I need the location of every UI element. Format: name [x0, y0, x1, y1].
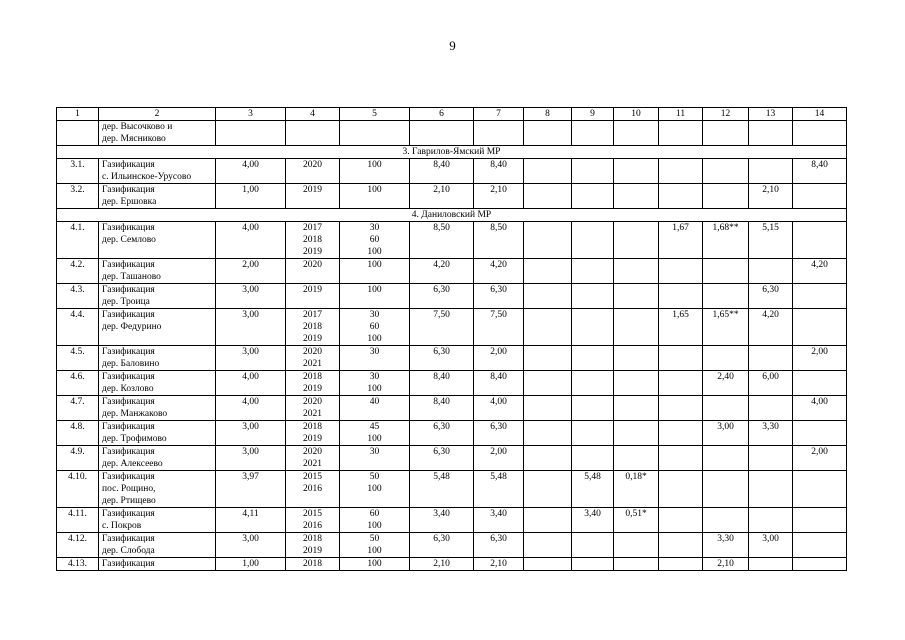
- cell-value: [614, 222, 659, 259]
- cell-value: 5,48: [410, 471, 474, 508]
- cell-value: 30: [340, 446, 410, 471]
- cell-value: [524, 184, 572, 209]
- cell-value: [793, 184, 847, 209]
- object-name: Газификация дер. Федурино: [99, 309, 216, 346]
- cell-value: [703, 159, 749, 184]
- cell-value: 8,40: [793, 159, 847, 184]
- cell-value: 3,30: [749, 421, 793, 446]
- cell-value: [524, 371, 572, 396]
- cell-value: [524, 421, 572, 446]
- cell-value: [614, 309, 659, 346]
- cell-value: [749, 508, 793, 533]
- row-number: 4.12.: [57, 533, 99, 558]
- cell-value: [572, 284, 614, 309]
- cell-value: 50 100: [340, 533, 410, 558]
- column-header: 7: [474, 108, 524, 121]
- cell-value: 2020 2021: [286, 396, 340, 421]
- cell-value: 2,10: [474, 184, 524, 209]
- section-title: 3. Гаврилов-Ямский МР: [57, 146, 847, 159]
- cell-value: [614, 533, 659, 558]
- cell-value: 2018 2019: [286, 371, 340, 396]
- cell-value: 5,15: [749, 222, 793, 259]
- table-row: [57, 371, 847, 396]
- cell-value: 4,20: [793, 259, 847, 284]
- cell-value: 2,10: [749, 184, 793, 209]
- table-row: [57, 284, 847, 309]
- cell-value: [749, 346, 793, 371]
- cell-value: 2020: [286, 259, 340, 284]
- cell-value: 6,30: [474, 421, 524, 446]
- cell-value: 3,00: [216, 533, 286, 558]
- table-row: [57, 396, 847, 421]
- table-row: [57, 184, 847, 209]
- cell-value: 45 100: [340, 421, 410, 446]
- cell-value: [524, 558, 572, 571]
- cell-value: [572, 421, 614, 446]
- cell-value: 8,50: [410, 222, 474, 259]
- cell-value: 6,30: [749, 284, 793, 309]
- cell-value: 3,00: [216, 346, 286, 371]
- cell-value: 2,00: [793, 346, 847, 371]
- table-row: [57, 508, 847, 533]
- cell-value: 1,65**: [703, 309, 749, 346]
- cell-value: 3,00: [216, 284, 286, 309]
- cell-value: 100: [340, 159, 410, 184]
- table-row: [57, 446, 847, 471]
- cell-value: [659, 121, 703, 146]
- row-number: 4.8.: [57, 421, 99, 446]
- cell-value: 2,10: [410, 558, 474, 571]
- cell-value: [614, 121, 659, 146]
- table-row: [57, 346, 847, 371]
- cell-value: 3,00: [749, 533, 793, 558]
- cell-value: 4,00: [216, 159, 286, 184]
- cell-value: 1,00: [216, 184, 286, 209]
- object-name: Газификация с. Покров: [99, 508, 216, 533]
- cell-value: 2020 2021: [286, 346, 340, 371]
- cell-value: [749, 446, 793, 471]
- cell-value: 2020 2021: [286, 446, 340, 471]
- cell-value: 50 100: [340, 471, 410, 508]
- cell-value: 3,40: [572, 508, 614, 533]
- cell-value: 8,50: [474, 222, 524, 259]
- cell-value: [572, 371, 614, 396]
- cell-value: [524, 446, 572, 471]
- cell-value: 3,97: [216, 471, 286, 508]
- cell-value: [524, 508, 572, 533]
- row-number: 4.7.: [57, 396, 99, 421]
- table-row: [57, 159, 847, 184]
- cell-value: 2018 2019: [286, 421, 340, 446]
- cell-value: 8,40: [410, 159, 474, 184]
- cell-value: 2017 2018 2019: [286, 222, 340, 259]
- cell-value: 6,30: [474, 533, 524, 558]
- object-name: Газификация дер. Баловино: [99, 346, 216, 371]
- cell-value: 6,00: [749, 371, 793, 396]
- cell-value: 2,10: [410, 184, 474, 209]
- cell-value: [703, 446, 749, 471]
- cell-value: 3,30: [703, 533, 749, 558]
- cell-value: 2,00: [216, 259, 286, 284]
- cell-value: 2,00: [474, 346, 524, 371]
- cell-value: 3,00: [216, 309, 286, 346]
- cell-value: 0,51*: [614, 508, 659, 533]
- cell-value: 2,10: [474, 558, 524, 571]
- cell-value: [659, 508, 703, 533]
- cell-value: [524, 222, 572, 259]
- cell-value: 4,20: [474, 259, 524, 284]
- table-row: [57, 471, 847, 508]
- cell-value: [524, 259, 572, 284]
- cell-value: 6,30: [410, 284, 474, 309]
- cell-value: [524, 396, 572, 421]
- cell-value: 5,48: [474, 471, 524, 508]
- object-name: дер. Высочково и дер. Мясниково: [99, 121, 216, 146]
- cell-value: [749, 471, 793, 508]
- cell-value: 2015 2016: [286, 508, 340, 533]
- object-name: Газификация дер. Трофимово: [99, 421, 216, 446]
- cell-value: 6,30: [474, 284, 524, 309]
- column-header: 1: [57, 108, 99, 121]
- cell-value: [793, 284, 847, 309]
- cell-value: 4,11: [216, 508, 286, 533]
- cell-value: [524, 346, 572, 371]
- cell-value: [524, 533, 572, 558]
- cell-value: [572, 346, 614, 371]
- row-number: 4.3.: [57, 284, 99, 309]
- cell-value: [659, 346, 703, 371]
- cell-value: [659, 159, 703, 184]
- section-title: 4. Даниловский МР: [57, 209, 847, 222]
- row-number: 3.2.: [57, 184, 99, 209]
- table-row: [57, 259, 847, 284]
- cell-value: 2019: [286, 184, 340, 209]
- object-name: Газификация с. Ильинское-Урусово: [99, 159, 216, 184]
- cell-value: 5,48: [572, 471, 614, 508]
- cell-value: 100: [340, 184, 410, 209]
- cell-value: 2018: [286, 558, 340, 571]
- page-number: 9: [449, 38, 456, 53]
- cell-value: [793, 371, 847, 396]
- cell-value: [524, 284, 572, 309]
- cell-value: 30: [340, 346, 410, 371]
- cell-value: 2,00: [474, 446, 524, 471]
- cell-value: 100: [340, 284, 410, 309]
- cell-value: 4,20: [749, 309, 793, 346]
- cell-value: 6,30: [410, 346, 474, 371]
- cell-value: [793, 222, 847, 259]
- cell-value: 2,40: [703, 371, 749, 396]
- cell-value: [749, 396, 793, 421]
- row-number: 4.11.: [57, 508, 99, 533]
- cell-value: 100: [340, 259, 410, 284]
- cell-value: 30 60 100: [340, 222, 410, 259]
- column-header: 11: [659, 108, 703, 121]
- cell-value: [749, 159, 793, 184]
- cell-value: [659, 284, 703, 309]
- table-row: [57, 533, 847, 558]
- table-row: [57, 558, 847, 571]
- cell-value: [286, 121, 340, 146]
- cell-value: [659, 533, 703, 558]
- cell-value: 1,68**: [703, 222, 749, 259]
- section-row: [57, 146, 847, 159]
- cell-value: 100: [340, 558, 410, 571]
- cell-value: [572, 446, 614, 471]
- cell-value: 8,40: [410, 371, 474, 396]
- table-row: [57, 121, 847, 146]
- column-header: 3: [216, 108, 286, 121]
- row-number: 4.9.: [57, 446, 99, 471]
- row-number: 4.1.: [57, 222, 99, 259]
- cell-value: [614, 558, 659, 571]
- table-row: [57, 222, 847, 259]
- cell-value: [703, 121, 749, 146]
- table-row: [57, 421, 847, 446]
- cell-value: 8,40: [474, 371, 524, 396]
- row-number: 4.10.: [57, 471, 99, 508]
- cell-value: [793, 508, 847, 533]
- object-name: Газификация: [99, 558, 216, 571]
- cell-value: 2020: [286, 159, 340, 184]
- cell-value: 1,00: [216, 558, 286, 571]
- column-header: 14: [793, 108, 847, 121]
- cell-value: 8,40: [474, 159, 524, 184]
- cell-value: [614, 259, 659, 284]
- cell-value: [749, 259, 793, 284]
- cell-value: [572, 309, 614, 346]
- column-header: 4: [286, 108, 340, 121]
- cell-value: [614, 284, 659, 309]
- cell-value: 4,00: [216, 371, 286, 396]
- row-number: [57, 121, 99, 146]
- column-header: 12: [703, 108, 749, 121]
- cell-value: 6,30: [410, 533, 474, 558]
- cell-value: 60 100: [340, 508, 410, 533]
- cell-value: [572, 184, 614, 209]
- cell-value: 1,65: [659, 309, 703, 346]
- cell-value: [572, 121, 614, 146]
- table-row: [57, 309, 847, 346]
- cell-value: [410, 121, 474, 146]
- cell-value: 2015 2016: [286, 471, 340, 508]
- cell-value: [703, 259, 749, 284]
- object-name: Газификация пос. Рощино, дер. Ртищево: [99, 471, 216, 508]
- cell-value: [659, 371, 703, 396]
- cell-value: 4,00: [216, 222, 286, 259]
- cell-value: [793, 421, 847, 446]
- investment-table: [56, 107, 847, 571]
- cell-value: 4,00: [216, 396, 286, 421]
- cell-value: [793, 533, 847, 558]
- cell-value: [474, 121, 524, 146]
- row-number: 4.2.: [57, 259, 99, 284]
- header-row: [57, 108, 847, 121]
- cell-value: 2019: [286, 284, 340, 309]
- object-name: Газификация дер. Манжаково: [99, 396, 216, 421]
- cell-value: 3,40: [410, 508, 474, 533]
- cell-value: [659, 558, 703, 571]
- cell-value: 7,50: [410, 309, 474, 346]
- column-header: 13: [749, 108, 793, 121]
- cell-value: [703, 346, 749, 371]
- cell-value: 2,00: [793, 446, 847, 471]
- cell-value: [572, 558, 614, 571]
- cell-value: [524, 471, 572, 508]
- cell-value: [703, 508, 749, 533]
- cell-value: [703, 471, 749, 508]
- cell-value: [793, 309, 847, 346]
- cell-value: 8,40: [410, 396, 474, 421]
- cell-value: 6,30: [410, 446, 474, 471]
- cell-value: [614, 371, 659, 396]
- row-number: 4.4.: [57, 309, 99, 346]
- section-row: [57, 209, 847, 222]
- cell-value: [703, 284, 749, 309]
- cell-value: [614, 159, 659, 184]
- cell-value: [659, 259, 703, 284]
- cell-value: [572, 259, 614, 284]
- column-header: 9: [572, 108, 614, 121]
- object-name: Газификация дер. Троица: [99, 284, 216, 309]
- cell-value: 3,00: [216, 446, 286, 471]
- cell-value: [659, 184, 703, 209]
- cell-value: 1,67: [659, 222, 703, 259]
- object-name: Газификация дер. Ершовка: [99, 184, 216, 209]
- column-header: 6: [410, 108, 474, 121]
- cell-value: [749, 558, 793, 571]
- cell-value: [572, 533, 614, 558]
- object-name: Газификация дер. Ташаново: [99, 259, 216, 284]
- cell-value: 7,50: [474, 309, 524, 346]
- cell-value: 40: [340, 396, 410, 421]
- cell-value: [659, 446, 703, 471]
- cell-value: [703, 184, 749, 209]
- cell-value: [340, 121, 410, 146]
- cell-value: [524, 121, 572, 146]
- cell-value: 4,20: [410, 259, 474, 284]
- cell-value: 3,00: [216, 421, 286, 446]
- cell-value: [614, 396, 659, 421]
- cell-value: [524, 309, 572, 346]
- cell-value: [572, 159, 614, 184]
- column-header: 8: [524, 108, 572, 121]
- object-name: Газификация дер. Слобода: [99, 533, 216, 558]
- cell-value: [614, 421, 659, 446]
- cell-value: [572, 222, 614, 259]
- row-number: 4.13.: [57, 558, 99, 571]
- cell-value: 2017 2018 2019: [286, 309, 340, 346]
- cell-value: 4,00: [793, 396, 847, 421]
- cell-value: 3,00: [703, 421, 749, 446]
- cell-value: 30 60 100: [340, 309, 410, 346]
- cell-value: [614, 346, 659, 371]
- row-number: 3.1.: [57, 159, 99, 184]
- cell-value: [524, 159, 572, 184]
- cell-value: [749, 121, 793, 146]
- cell-value: [793, 471, 847, 508]
- object-name: Газификация дер. Семлово: [99, 222, 216, 259]
- object-name: Газификация дер. Козлово: [99, 371, 216, 396]
- cell-value: 3,40: [474, 508, 524, 533]
- cell-value: [614, 446, 659, 471]
- cell-value: 2018 2019: [286, 533, 340, 558]
- column-header: 2: [99, 108, 216, 121]
- cell-value: [572, 396, 614, 421]
- cell-value: [216, 121, 286, 146]
- object-name: Газификация дер. Алексеево: [99, 446, 216, 471]
- cell-value: [659, 421, 703, 446]
- row-number: 4.5.: [57, 346, 99, 371]
- cell-value: 6,30: [410, 421, 474, 446]
- cell-value: 30 100: [340, 371, 410, 396]
- cell-value: 4,00: [474, 396, 524, 421]
- cell-value: [793, 558, 847, 571]
- cell-value: [793, 121, 847, 146]
- cell-value: [703, 396, 749, 421]
- row-number: 4.6.: [57, 371, 99, 396]
- cell-value: [659, 396, 703, 421]
- cell-value: [659, 471, 703, 508]
- cell-value: 0,18*: [614, 471, 659, 508]
- column-header: 10: [614, 108, 659, 121]
- column-header: 5: [340, 108, 410, 121]
- cell-value: 2,10: [703, 558, 749, 571]
- cell-value: [614, 184, 659, 209]
